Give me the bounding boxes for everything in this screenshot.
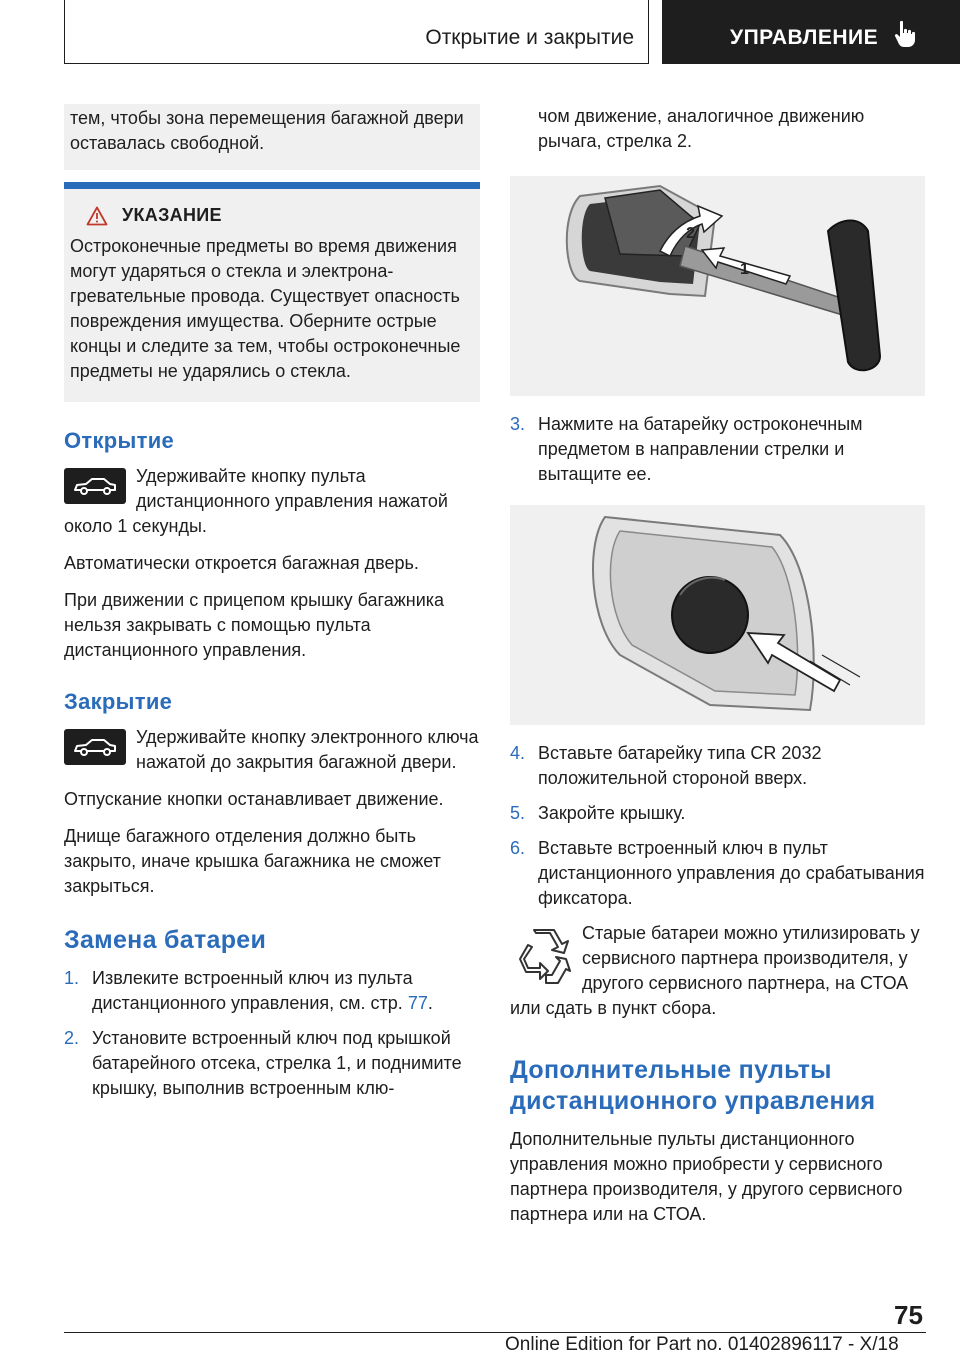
continued-note-text: тем, чтобы зона перемещения багажной двери оставалась свободной. (70, 108, 464, 153)
opening-instruction: Удерживайте кнопку пульта дистанционного управления нажатой около 1 секунды. (64, 466, 448, 536)
step-text: Нажмите на батарейку остроконечным предметом в направлении стрелки и вытащите ее. (538, 414, 863, 484)
header-section-tab (64, 0, 649, 64)
footer-edition: Online Edition for Part no. 01402896117 - X/18 (505, 1334, 899, 1355)
right-column (510, 104, 925, 1239)
opening-heading: Открытие (64, 428, 175, 453)
step-number: 6. (510, 838, 526, 858)
page-number: 75 (894, 1300, 923, 1330)
step-number: 5. (510, 803, 526, 823)
extra-remotes-heading: Дополнительные пульты дистанционного управления (510, 1056, 876, 1115)
recycle-text: Старые батареи можно утилизировать у сервисного партнера производителя, у другого сервисного партнера, на СТОА или сдать в пункт сбора. (510, 923, 920, 1018)
recycle-note (510, 921, 925, 1033)
closing-heading: Закрытие (64, 689, 173, 714)
battery-steps-list (64, 966, 480, 1101)
trunk-key-button-icon (64, 729, 126, 765)
step-text: Закройте крышку. (538, 803, 686, 823)
continued-step-text: чом движение, аналогичное движению рычага, стрелка 2. (538, 106, 865, 151)
battery-steps-list-right-2 (510, 741, 925, 911)
step-number: 4. (510, 743, 526, 763)
opening-paragraph-2: При движении с прицепом крышку багажника нельзя закрывать с помощью пульта дистанционного управления. (64, 590, 445, 660)
list-item (64, 966, 480, 1016)
continued-note-box (64, 104, 480, 170)
list-item (510, 412, 925, 487)
battery-heading: Замена батареи (64, 926, 267, 954)
list-item (510, 836, 925, 911)
trunk-key-button-icon (64, 468, 126, 504)
closing-paragraph-2: Днище багажного отделения должно быть закрыто, иначе крышка багажника не сможет закрыться. (64, 826, 441, 896)
footer-divider (64, 1332, 926, 1333)
step-number: 1. (64, 968, 80, 988)
warning-triangle-icon (86, 206, 108, 226)
list-item (64, 1026, 480, 1101)
header-chapter-tab (662, 0, 960, 64)
list-item (510, 741, 925, 791)
header-chapter-title: УПРАВЛЕНИЕ (730, 26, 879, 49)
opening-paragraph-1: Автоматически откроется багажная дверь. (64, 553, 419, 573)
step-text: Установите встроенный ключ под крышкой батарейного отсека, стрелка 1, и поднимите крышку, выполнив встроенным клю- (92, 1028, 462, 1098)
extra-remotes-text: Дополнительные пульты дистанционного управления можно приобрести у сервисного партнера производителя, у другого сервисного партнера или на СТОА. (510, 1129, 903, 1224)
warning-title: УКАЗАНИЕ (122, 205, 222, 225)
step-text: Вставьте батарейку типа CR 2032 положительной стороной вверх. (538, 743, 822, 788)
recycle-icon (514, 927, 572, 989)
battery-removal-image (510, 505, 925, 725)
hand-pointer-icon (894, 20, 918, 48)
step-text: Извлеките встроенный ключ из пульта дистанционного управления, см. стр. 77. (92, 968, 433, 1013)
battery-steps-list-right (510, 412, 925, 487)
closing-instruction: Удерживайте кнопку электронного ключа нажатой до закрытия багажной двери. (136, 727, 479, 772)
warning-text: Остроконечные предметы во время движения могут ударяться о стекла и электрона-гревательные провода. Существует опасность повреждения имущества. Оберните острые концы и следите за тем, чтобы остроконечные предметы не ударялись о стекла. (70, 236, 461, 381)
step-number: 2. (64, 1028, 80, 1048)
header-section-title: Открытие и закрытие (425, 26, 634, 49)
left-column (64, 104, 480, 1111)
arrow-label-1: 1 (740, 261, 749, 278)
key-cover-removal-image (510, 176, 925, 396)
arrow-label-2: 2 (686, 225, 695, 242)
step-text: Вставьте встроенный ключ в пульт дистанционного управления до срабатывания фиксатора. (538, 838, 925, 908)
page-reference-link[interactable]: 77 (407, 993, 428, 1013)
step-number: 3. (510, 414, 526, 434)
warning-box (64, 182, 480, 402)
closing-paragraph-1: Отпускание кнопки останавливает движение. (64, 789, 444, 809)
list-item (510, 801, 925, 826)
